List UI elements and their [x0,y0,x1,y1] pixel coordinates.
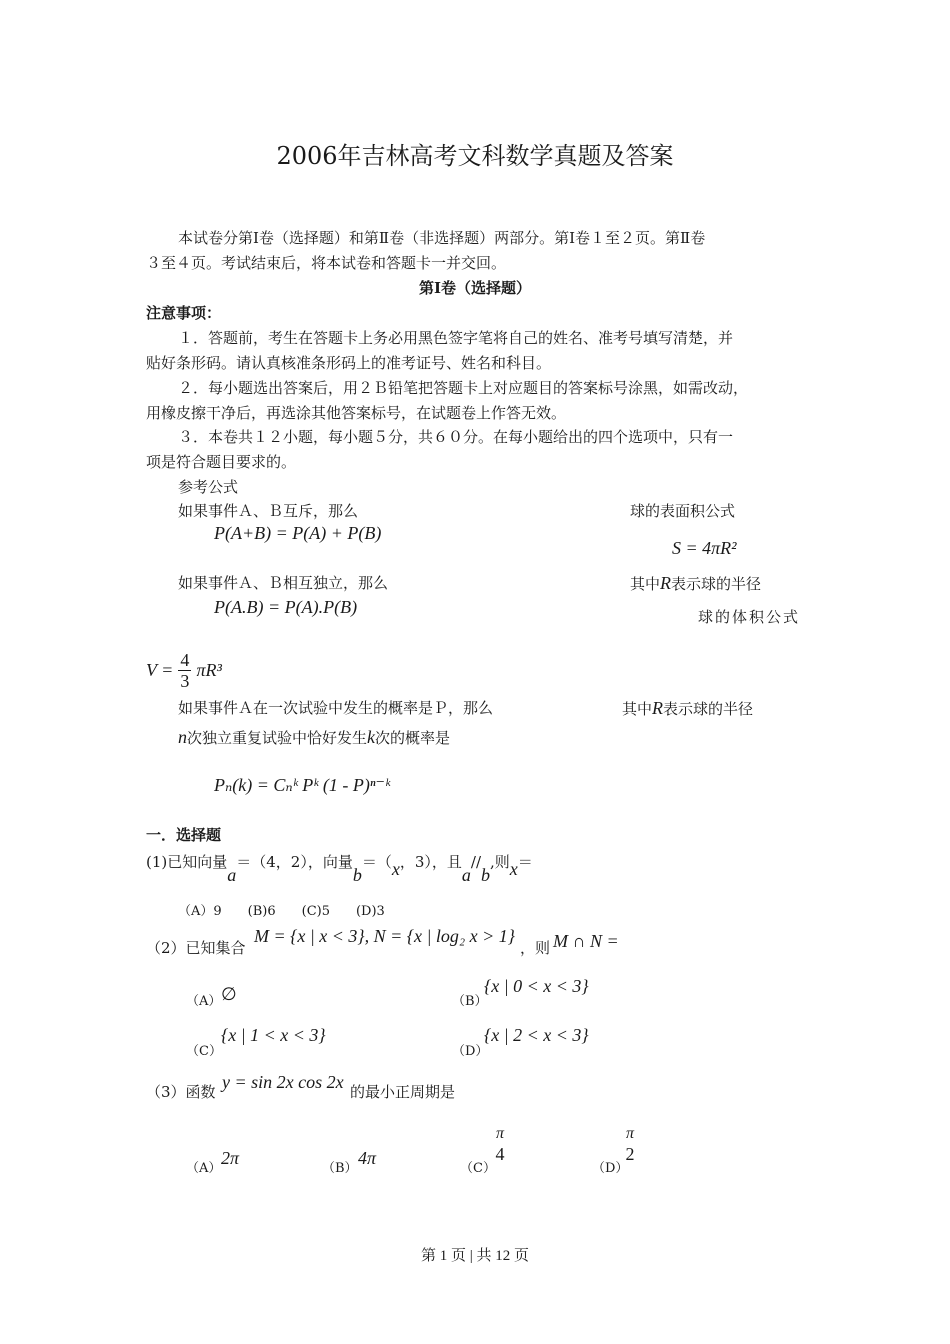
q2-opt-d-label: （D） [452,1044,489,1059]
q3-opt-d-label: （D） [592,1161,629,1176]
q1-var-b-2: b [481,865,491,885]
radius-note-1-prefix: 其中 [630,575,661,593]
q1-stem [146,851,533,885]
q1-stem-e: ,则 [490,853,510,871]
q3-opt-b: 4π [358,1148,377,1168]
volume-rhs: πR³ [196,660,222,680]
q2-sets: M = {x | x < 3}, N = {x | log₂ x > 1} [254,926,515,946]
radius-var-2: R [652,698,664,718]
page-title: 2006年吉林高考文科数学真题及答案 [276,142,674,170]
q1-stem-f: ＝ [517,853,533,871]
volume-lhs: V = [146,660,174,680]
volume-fraction [178,650,191,691]
q1-var-a: a [227,865,237,885]
sphere-area-label: 球的表面积公式 [630,502,736,520]
radius-var-1: R [660,573,672,593]
sphere-area-formula: S = 4πR² [672,538,737,558]
trial-label: 如果事件Ａ在一次试验中发生的概率是Ｐ，那么 [178,699,494,717]
q2-target: M ∩ N = [553,931,619,951]
intro-line-2: ３至４页。考试结束后，将本试卷和答题卡一并交回。 [146,254,507,272]
q1-var-b: b [352,865,362,885]
exclusive-label: 如果事件Ａ、Ｂ互斥，那么 [178,502,359,520]
formula-heading: 参考公式 [178,478,239,496]
notice-heading: 注意事项： [146,304,222,322]
part-1-heading: 一．选择题 [146,826,222,844]
independent-label: 如果事件Ａ、Ｂ相互独立，那么 [178,574,389,592]
q3-opt-c-numerator: π [496,1125,505,1142]
n-text-1: 次独立重复试验中恰好发生 [187,729,368,747]
q1-stem-d: ，3），且 [399,853,462,871]
independent-formula: P(A.B) = P(A).P(B) [214,597,358,617]
page-footer: 第 1 页 | 共 12 页 [420,1248,529,1264]
n-var: n [178,727,187,747]
notice-item-1-line-1: １．答题前，考生在答题卡上务必用黑色签字笔将自己的姓名、准考号填写清楚，并 [178,329,734,347]
volume-numerator: 4 [180,650,190,670]
q3-opt-c-label: （C） [460,1161,496,1176]
q2-opt-b: {x | 0 < x < 3} [484,976,589,996]
k-var: k [367,727,376,747]
sphere-volume-label: 球的体积公式 [698,608,801,626]
q1-parallel: // [470,853,482,871]
q3-stem-end: 的最小正周期是 [350,1083,456,1101]
q3-opt-c-denominator: 4 [495,1144,505,1164]
q3-function: y = sin 2x cos 2x [222,1072,344,1092]
radius-note-1 [630,573,761,594]
q1-options: （A）9 (B)6 (C)5 (D)3 [178,904,385,919]
binomial-formula: Pₙ(k) = Cₙᵏ Pᵏ (1 - P)ⁿ⁻ᵏ [214,775,391,795]
q1-var-x-2: x [509,859,518,879]
exclusive-formula: P(A+B) = P(A) + P(B) [214,523,382,543]
notice-item-2-line-1: ２．每小题选出答案后，用２Ｂ铅笔把答题卡上对应题目的答案标号涂黑，如需改动， [178,379,749,397]
section-title: 第Ⅰ卷（选择题） [418,279,532,297]
q3-opt-c [494,1124,506,1164]
radius-note-1-suffix: 表示球的半径 [671,575,762,593]
q1-var-a-2: a [461,865,471,885]
intro-line-1: 本试卷分第Ⅰ卷（选择题）和第Ⅱ卷（非选择题）两部分。第Ⅰ卷１至２页。第Ⅱ卷 [178,229,706,247]
q3-opt-d-numerator: π [626,1125,635,1142]
q2-opt-b-label: （B） [452,994,488,1009]
sphere-volume-formula [146,650,222,691]
q1-stem-b: ＝（4，2），向量 [236,853,353,871]
n-trials-line [178,727,450,748]
volume-denominator: 3 [180,671,190,691]
q2-stem: （2）已知集合 [146,939,246,957]
q3-opt-a-label: （A） [186,1161,222,1176]
q3-opt-b-label: （B） [322,1161,358,1176]
q2-opt-a: ∅ [221,984,237,1004]
notice-item-3-line-2: 项是符合题目要求的。 [146,453,297,471]
q1-var-x: x [391,859,400,879]
q2-opt-a-label: （A） [186,994,222,1009]
n-text-2: 次的概率是 [375,729,451,747]
radius-note-2-suffix: 表示球的半径 [663,700,754,718]
q2-stem-end: ，则 [520,939,551,957]
q1-stem-c: ＝（ [361,853,392,871]
q3-opt-d [624,1124,636,1164]
q3-opt-d-denominator: 2 [625,1144,635,1164]
radius-note-2-prefix: 其中 [622,700,653,718]
q2-opt-c-label: （C） [186,1044,222,1059]
q3-opt-d-fraction [624,1124,636,1164]
q3-opt-c-fraction [494,1124,506,1164]
q1-stem-a: (1)已知向量 [146,853,228,871]
notice-item-3-line-1: ３．本卷共１２小题，每小题５分，共６０分。在每小题给出的四个选项中，只有一 [178,428,734,446]
q3-opt-a: 2π [221,1148,240,1168]
q3-stem: （3）函数 [146,1083,216,1101]
radius-note-2 [622,698,753,719]
notice-item-2-line-2: 用橡皮擦干净后，再选涂其他答案标号，在试题卷上作答无效。 [146,404,567,422]
q2-opt-d: {x | 2 < x < 3} [484,1025,589,1045]
notice-item-1-line-2: 贴好条形码。请认真核准条形码上的准考证号、姓名和科目。 [146,354,552,372]
q2-opt-c: {x | 1 < x < 3} [221,1025,326,1045]
